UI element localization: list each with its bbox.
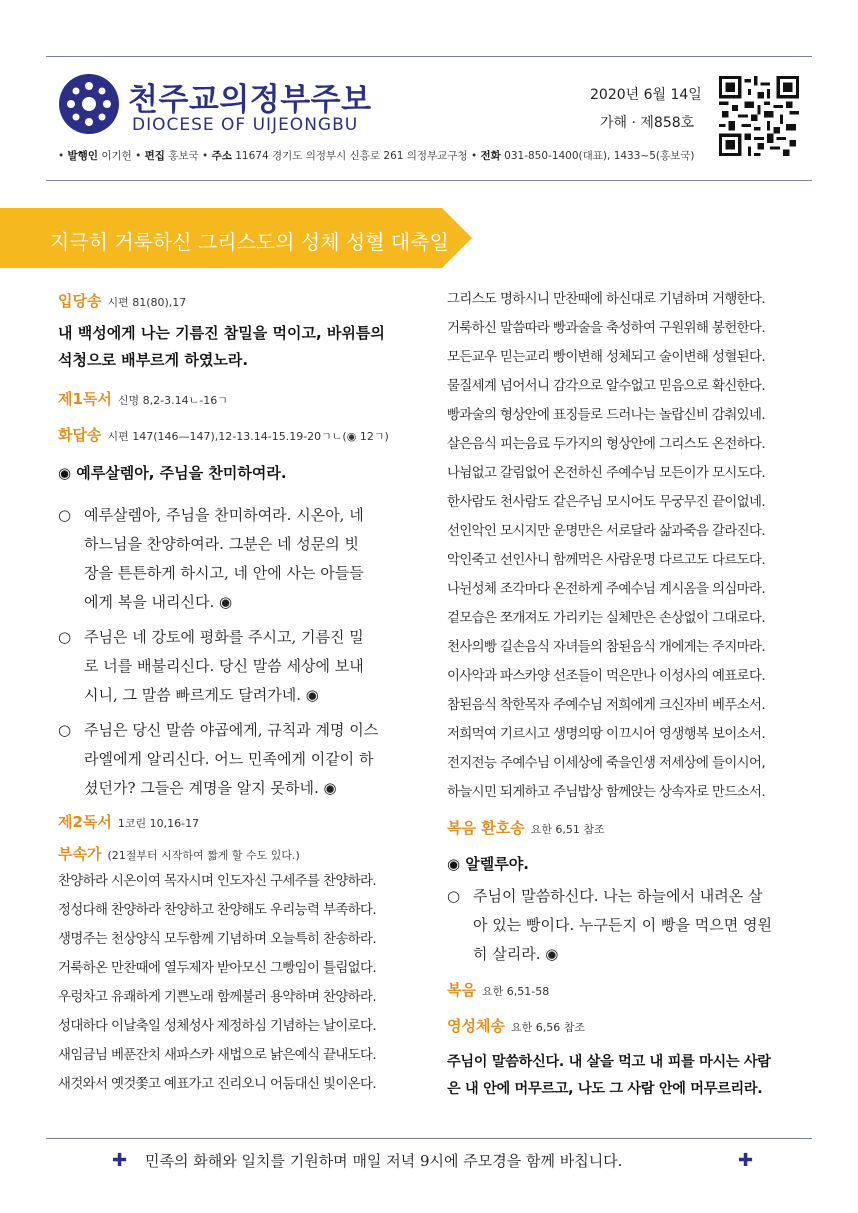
verse-line: 하느님을 찬양하여라. 그분은 네 성문의 빗: [84, 535, 359, 553]
section-ref: 신명 8,2-3.14ㄴ-16ㄱ: [117, 394, 228, 407]
acclamation-verse: [447, 882, 812, 969]
verse-line: 예루살렘아, 주님을 찬미하여라. 시온아, 네: [84, 506, 364, 524]
text-line: 석청으로 배부르게 하였노라.: [58, 351, 249, 369]
sequence-line: 우렁차고 유쾌하게 기쁜노래 함께불러 용약하며 찬양하라.: [58, 990, 376, 1005]
section-label: 제2독서: [58, 813, 112, 831]
sequence-line: 한사람도 천사람도 같은주님 모시어도 무궁무진 끝이없네.: [447, 495, 765, 510]
section-label: 영성체송: [447, 1017, 505, 1035]
section-ref: 요한 6,51-58: [481, 985, 550, 998]
masthead-title: 천주교의정부주보: [128, 82, 372, 118]
header-rule: [46, 180, 812, 181]
gospel-heading: [447, 979, 812, 1003]
sequence-line: 새임금님 베푼잔치 새파스카 새법으로 낡은예식 끝내도다.: [58, 1048, 376, 1063]
verse-marker: ○: [58, 628, 72, 646]
sequence-line: 성대하다 이날축일 성체성사 제정하심 기념하는 날이로다.: [58, 1019, 376, 1034]
issue-number: 가해 · 제858호: [600, 115, 695, 131]
psalm-verse: [58, 623, 428, 710]
masthead-subtitle: DIOCESE OF UIJEONGBU: [132, 115, 359, 135]
sequence-line: 이사악과 파스카양 선조들이 먹은만나 이성사의 예표로다.: [447, 669, 765, 684]
sequence-text: [58, 867, 428, 1099]
sequence-line: 새것와서 옛것쫓고 예표가고 진리오니 어둠대신 빛이온다.: [58, 1077, 376, 1092]
verse-line: 로 너를 배불리신다. 당신 말씀 세상에 보내: [84, 657, 364, 675]
entrance-antiphon-text: [58, 320, 428, 374]
top-rule: [46, 56, 812, 57]
second-reading-heading: [58, 811, 428, 835]
sequence-line: 생명주는 천상양식 모두함께 기념하며 오늘특히 찬송하라.: [58, 932, 376, 947]
verse-line: 장을 튼튼하게 하시고, 네 안에 사는 아들들: [84, 564, 364, 582]
sequence-line: 물질세계 넘어서니 감각으로 알수없고 믿음으로 확신한다.: [447, 379, 765, 394]
editor-label: 편집: [144, 150, 165, 162]
psalm-heading: [58, 424, 428, 448]
verse-line: 주님이 말씀하신다. 나는 하늘에서 내려온 살: [473, 887, 763, 905]
entrance-antiphon-heading: [58, 290, 428, 314]
sequence-line: 나뉨없고 갈림없어 온전하신 주예수님 모든이가 모시도다.: [447, 466, 765, 481]
sequence-line: 참된음식 착한목자 주예수님 저희에게 크신자비 베푸소서.: [447, 698, 765, 713]
section-label: 복음 환호송: [447, 819, 525, 837]
sequence-line: 하늘시민 되게하고 주님밥상 함께앉는 상속자로 만드소서.: [447, 785, 765, 800]
section-ref: 1코린 10,16-17: [117, 817, 200, 830]
sequence-line: 거룩하온 만찬때에 열두제자 받아모신 그빵임이 틀림없다.: [58, 961, 376, 976]
footer-rule: [46, 1138, 812, 1139]
editor-value: 홍보국: [168, 150, 199, 162]
section-label: 복음: [447, 981, 476, 999]
psalm-verse: [58, 716, 428, 803]
sequence-continued: [447, 285, 812, 807]
section-ref: (21절부터 시작하여 짧게 할 수도 있다.): [107, 849, 300, 862]
footer-prayer-note: 민족의 화해와 일치를 기원하며 매일 저녁 9시에 주모경을 함께 바칩니다.: [145, 1152, 623, 1170]
section-ref: 시편 147(146—147),12-13.14-15.19-20ㄱㄴ(◉ 12ㄱ): [107, 430, 389, 443]
verse-marker: ○: [447, 887, 461, 905]
gospel-acclamation-heading: [447, 817, 812, 841]
publisher-value: 이기헌: [101, 150, 132, 162]
sequence-line: 찬양하라 시온이여 목자시며 인도자신 구세주를 찬양하라.: [58, 874, 376, 889]
sequence-line: 전지전능 주예수님 이세상에 죽을인생 저세상에 들이시어,: [447, 756, 765, 771]
text-line: 내 백성에게 나는 기름진 참밀을 먹이고, 바위틈의: [58, 324, 385, 342]
address-label: 주소: [211, 150, 232, 162]
verse-line: 시니, 그 말씀 빠르게도 달려가네. ◉: [84, 686, 319, 704]
sequence-line: 저희먹여 기르시고 생명의땅 이끄시어 영생행복 보이소서.: [447, 727, 765, 742]
sequence-line: 선인악인 모시지만 운명만은 서로달라 삶과죽음 갈라진다.: [447, 524, 765, 539]
section-ref: 시편 81(80),17: [107, 296, 187, 309]
section-label: 제1독서: [58, 390, 112, 408]
sequence-line: 살은음식 피는음료 두가지의 형상안에 그리스도 온전하다.: [447, 437, 765, 452]
verse-line: 아 있는 빵이다. 누구든지 이 빵을 먹으면 영원: [473, 916, 772, 934]
verse-line: 셨던가? 그들은 계명을 알지 못하네. ◉: [84, 779, 337, 797]
phone-label: 전화: [480, 150, 501, 162]
communion-antiphon-text: [447, 1049, 812, 1103]
first-reading-heading: [58, 388, 428, 412]
left-column: [58, 290, 428, 1099]
address-value: 11674 경기도 의정부시 신흥로 261 의정부교구청: [235, 150, 468, 162]
psalm-verse: [58, 501, 428, 617]
cross-icon: ✚: [738, 1150, 754, 1171]
verse-line: 에게 복을 내리신다. ◉: [84, 593, 233, 611]
text-line: 주님이 말씀하신다. 내 살을 먹고 내 피를 마시는 사람: [447, 1054, 771, 1070]
sequence-line: 그리스도 명하시니 만찬때에 하신대로 기념하며 거행한다.: [447, 292, 765, 307]
issue-date: 2020년 6월 14일: [590, 87, 702, 103]
verse-line: 히 살리라. ◉: [473, 945, 559, 963]
psalm-response: ◉ 예루살렘아, 주님을 찬미하여라.: [58, 464, 287, 482]
feast-title: 지극히 거룩하신 그리스도의 성체 성혈 대축일: [50, 230, 449, 254]
verse-line: 주님은 네 강토에 평화를 주시고, 기름진 밀: [84, 628, 364, 646]
sequence-line: 악인죽고 선인사니 함께먹은 사람운명 다르고도 다르도다.: [447, 553, 765, 568]
verse-marker: ○: [58, 721, 72, 739]
sequence-line: 빵과술의 형상안에 표징들로 드러나는 놀랍신비 감춰있네.: [447, 408, 765, 423]
section-label: 화답송: [58, 426, 102, 444]
section-label: 부속가: [58, 845, 102, 863]
publisher-info: • 발행인 이기헌 • 편집 홍보국 • 주소 11674 경기도 의정부시 신흥로 261 의정부교구청 • 전화 031-850-1400(대표), 1433~5(홍보국): [58, 150, 695, 162]
sequence-heading: [58, 843, 428, 867]
diocese-logo-icon: [58, 73, 120, 135]
right-column: [447, 285, 812, 1103]
phone-value: 031-850-1400(대표), 1433~5(홍보국): [504, 150, 695, 162]
verse-line: 주님은 당신 말씀 야곱에게, 규칙과 계명 이스: [84, 721, 379, 739]
section-ref: 요한 6,51 참조: [530, 823, 605, 836]
sequence-line: 천사의빵 길손음식 자녀들의 참된음식 개에게는 주지마라.: [447, 640, 765, 655]
sequence-line: 나뉜성체 조각마다 온전하게 주예수님 계시옴을 의심마라.: [447, 582, 765, 597]
section-label: 입당송: [58, 292, 102, 310]
sequence-line: 겉모습은 쪼개져도 가리키는 실체만은 손상없이 그대로다.: [447, 611, 765, 626]
text-line: 은 내 안에 머무르고, 나도 그 사람 안에 머무르리라.: [447, 1081, 763, 1097]
verse-line: 라엘에게 알리신다. 어느 민족에게 이같이 하: [84, 750, 374, 768]
cross-icon: ✚: [112, 1150, 128, 1171]
alleluia-response: ◉ 알렐루야.: [447, 855, 529, 873]
verse-marker: ○: [58, 506, 72, 524]
publisher-label: 발행인: [67, 150, 98, 162]
sequence-line: 모든교우 믿는교리 빵이변해 성체되고 술이변해 성혈된다.: [447, 350, 765, 365]
communion-heading: [447, 1015, 812, 1039]
sequence-line: 거룩하신 말씀따라 빵과술을 축성하여 구원위해 봉헌한다.: [447, 321, 765, 336]
qr-code-icon: [719, 76, 799, 156]
section-ref: 요한 6,56 참조: [510, 1021, 585, 1034]
sequence-line: 정성다해 찬양하라 찬양하고 찬양해도 우리능력 부족하다.: [58, 903, 376, 918]
